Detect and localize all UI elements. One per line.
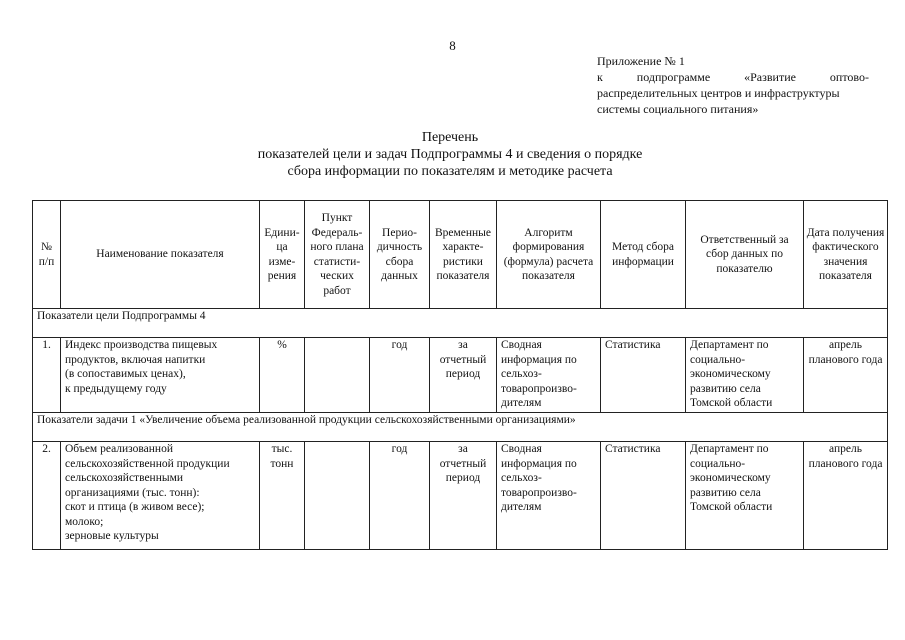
section-row [33, 413, 888, 442]
row-number: 2. [33, 442, 61, 550]
periodicity-cell: год [370, 338, 430, 413]
table-row [33, 442, 888, 550]
method-cell: Статистика [601, 338, 686, 413]
indicator-name-line: скот и птица (в живом весе); [65, 501, 205, 513]
indicator-name [61, 442, 260, 550]
col-header-periodicity: Периодичность сбора данных [370, 201, 430, 309]
appendix-note [597, 53, 869, 117]
document-title [160, 129, 740, 180]
date-cell: апрель планового года [804, 338, 888, 413]
method-cell: Статистика [601, 442, 686, 550]
algorithm-cell: Сводная информация по сельхозтоваропроизводителям [497, 442, 601, 550]
col-header-date: Дата получения фактического значения показателя [804, 201, 888, 309]
time-cell: за отчетный период [430, 338, 497, 413]
section-title: Показатели задачи 1 «Увеличение объема реализованной продукции сельскохозяйственными организациями» [33, 413, 888, 442]
title-line: Перечень [421, 130, 479, 145]
col-header-method: Метод сбора информации [601, 201, 686, 309]
section-row [33, 309, 888, 338]
col-header-time: Временные характеристики показателя [430, 201, 497, 309]
indicator-name [61, 338, 260, 413]
time-cell: за отчетный период [430, 442, 497, 550]
algorithm-cell: Сводная информация по сельхозтоваропроизводителям [497, 338, 601, 413]
table-row [33, 338, 888, 413]
appendix-line: к подпрограмме «Развитие оптово- [597, 70, 869, 84]
title-line: показателей цели и задач Подпрограммы 4 и сведения о порядке [257, 147, 643, 162]
indicator-name-line: сельскохозяйственными [65, 472, 184, 484]
unit-cell: тыс. тонн [260, 442, 305, 550]
col-header-responsible: Ответственный за сбор данных по показателю [686, 201, 804, 309]
responsible-cell: Департамент по социально-экономическому развитию села Томской области [686, 338, 804, 413]
indicator-name-line: сельскохозяйственной продукции [65, 457, 230, 470]
indicator-name-line: продуктов, включая напитки [65, 353, 206, 366]
responsible-cell: Департамент по социально-экономическому развитию села Томской области [686, 442, 804, 550]
indicators-table [32, 200, 888, 550]
indicator-name-line: Индекс производства пищевых [65, 339, 218, 351]
row-number: 1. [33, 338, 61, 413]
unit-cell: % [260, 338, 305, 413]
col-header-number: № п/п [33, 201, 61, 309]
table-header-row [33, 201, 888, 309]
indicator-name-line: организациями (тыс. тонн): [65, 486, 200, 499]
indicator-name-line: (в сопоставимых ценах), [65, 368, 186, 380]
appendix-line: Приложение № 1 [597, 54, 685, 68]
page-number: 8 [449, 38, 456, 53]
fed-plan-cell [305, 338, 370, 413]
indicator-name-line: зерновые культуры [65, 530, 159, 542]
col-header-name: Наименование показателя [61, 201, 260, 309]
title-line: сбора информации по показателям и методике расчета [287, 164, 613, 179]
col-header-fed-plan: Пункт Федерального плана статистических работ [305, 201, 370, 309]
appendix-line: распределительных центров и инфраструктуры [597, 86, 840, 100]
appendix-line: системы социального питания» [597, 102, 759, 116]
indicator-name-line: Объем реализованной [65, 443, 173, 455]
periodicity-cell: год [370, 442, 430, 550]
section-title: Показатели цели Подпрограммы 4 [33, 309, 888, 338]
fed-plan-cell [305, 442, 370, 550]
date-cell: апрель планового года [804, 442, 888, 550]
indicator-name-line: молоко; [65, 515, 104, 528]
col-header-unit: Единица измерения [260, 201, 305, 309]
col-header-algorithm: Алгоритм формирования (формула) расчета показателя [497, 201, 601, 309]
indicator-name-line: к предыдущему году [65, 382, 167, 395]
